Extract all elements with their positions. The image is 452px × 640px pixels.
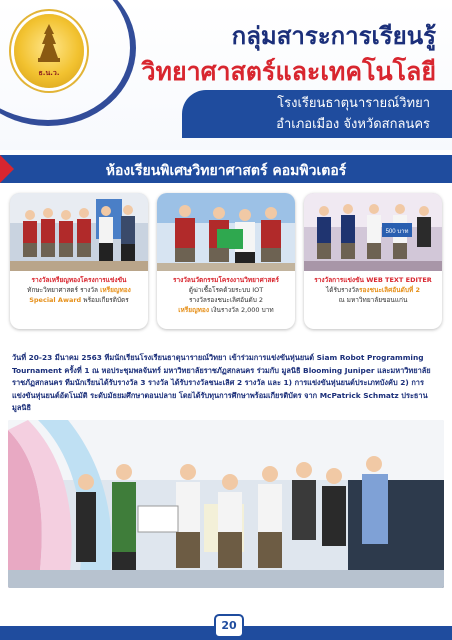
award-photo-1 bbox=[10, 193, 148, 271]
caption-line bbox=[306, 285, 440, 295]
caption-line: ณ มหาวิทยาลัยขอนแก่น bbox=[338, 296, 408, 304]
caption-highlight: Special Award bbox=[29, 296, 82, 304]
caption-line: ตู้ฆ่าเชื้อโรคด้วยระบบ IOT bbox=[188, 286, 264, 294]
department-title: กลุ่มสาระการเรียนรู้ bbox=[231, 22, 436, 50]
caption-line bbox=[159, 305, 293, 315]
prize-amount: 500 บาท bbox=[385, 229, 409, 235]
caption-highlight: เหรียญทอง bbox=[178, 306, 210, 314]
section-title: ห้องเรียนพิเศษวิทยาศาสตร์ คอมพิวเตอร์ bbox=[105, 163, 347, 179]
page-number-area bbox=[0, 612, 452, 640]
award-caption-1 bbox=[12, 275, 146, 305]
award-caption-3 bbox=[306, 275, 440, 305]
caption-highlight: เหรียญทอง bbox=[100, 286, 131, 294]
award-photo-3 bbox=[304, 193, 442, 271]
award-card-3 bbox=[304, 193, 442, 329]
school-name: โรงเรียนธาตุนารายณ์วิทยา bbox=[277, 96, 430, 111]
page-number: 20 bbox=[214, 614, 244, 638]
caption-line bbox=[12, 285, 146, 295]
school-logo bbox=[14, 14, 84, 88]
award-card-2 bbox=[157, 193, 295, 329]
caption-line: รางวัลรองชนะเลิศอันดับ 2 bbox=[188, 296, 264, 304]
logo-text: ธ.น.ว. bbox=[38, 69, 60, 77]
event-photo bbox=[8, 420, 444, 588]
caption-line: รางวัลเหรียญทองโครงการแข่งขัน bbox=[31, 276, 127, 284]
award-caption-2 bbox=[159, 275, 293, 315]
caption-text: พร้อมเกียรติบัตร bbox=[83, 296, 129, 304]
caption-line: รางวัลนวัตกรรมโครงงานวิทยาศาสตร์ bbox=[172, 276, 280, 284]
school-location: อำเภอเมือง จังหวัดสกลนคร bbox=[276, 117, 430, 132]
award-card-1 bbox=[10, 193, 148, 329]
caption-text: เงินรางวัล 2,000 บาท bbox=[211, 306, 274, 314]
subject-title: วิทยาศาสตร์และเทคโนโลยี bbox=[141, 57, 436, 86]
caption-line bbox=[12, 295, 146, 305]
caption-line: รางวัลการแข่งขัน WEB TEXT EDITER bbox=[314, 276, 432, 284]
emblem-icon bbox=[36, 24, 62, 64]
award-photo-2 bbox=[157, 193, 295, 271]
article-paragraph: วันที่ 20-23 มีนาคม 2563 ทีมนักเรียนโรงเรียนธาตุนารายณ์วิทยา เข้าร่วมการแข่งขันหุ่นยนต์ Siam Robot Programming Tournament ครั้งที่ 1 ณ หอประชุมพลจันทร์ มหาวิทยาลัยราชภัฏสกลนคร ร่วมกับ มูลนิธิ Blooming Juniper และมหาวิทยาลัยราชภัฏสกลนคร ทีมนักเรียนได้รับรางวัล 3 รางวัล ได้รับรางวัลชนะเลิศ 2 รางวัล และ 1) การแข่งขันหุ่นยนต์ประเภทบังคับ 2) การแข่งขันหุ่นยนต์อัตโนมัติ ระดับมัธยมศึกษาตอนปลาย โดยได้รับทุนการศึกษาพร้อมเกียรติบัตร จาก McPatrick Schmatz ประธานมูลนิธิ bbox=[12, 353, 431, 412]
caption-highlight: รองชนะเลิศอันดับที่ 2 bbox=[359, 286, 421, 294]
caption-text: ทักษะวิทยาศาสตร์ รางวัล bbox=[27, 286, 99, 294]
caption-text: ได้รับรางวัล bbox=[325, 286, 360, 294]
